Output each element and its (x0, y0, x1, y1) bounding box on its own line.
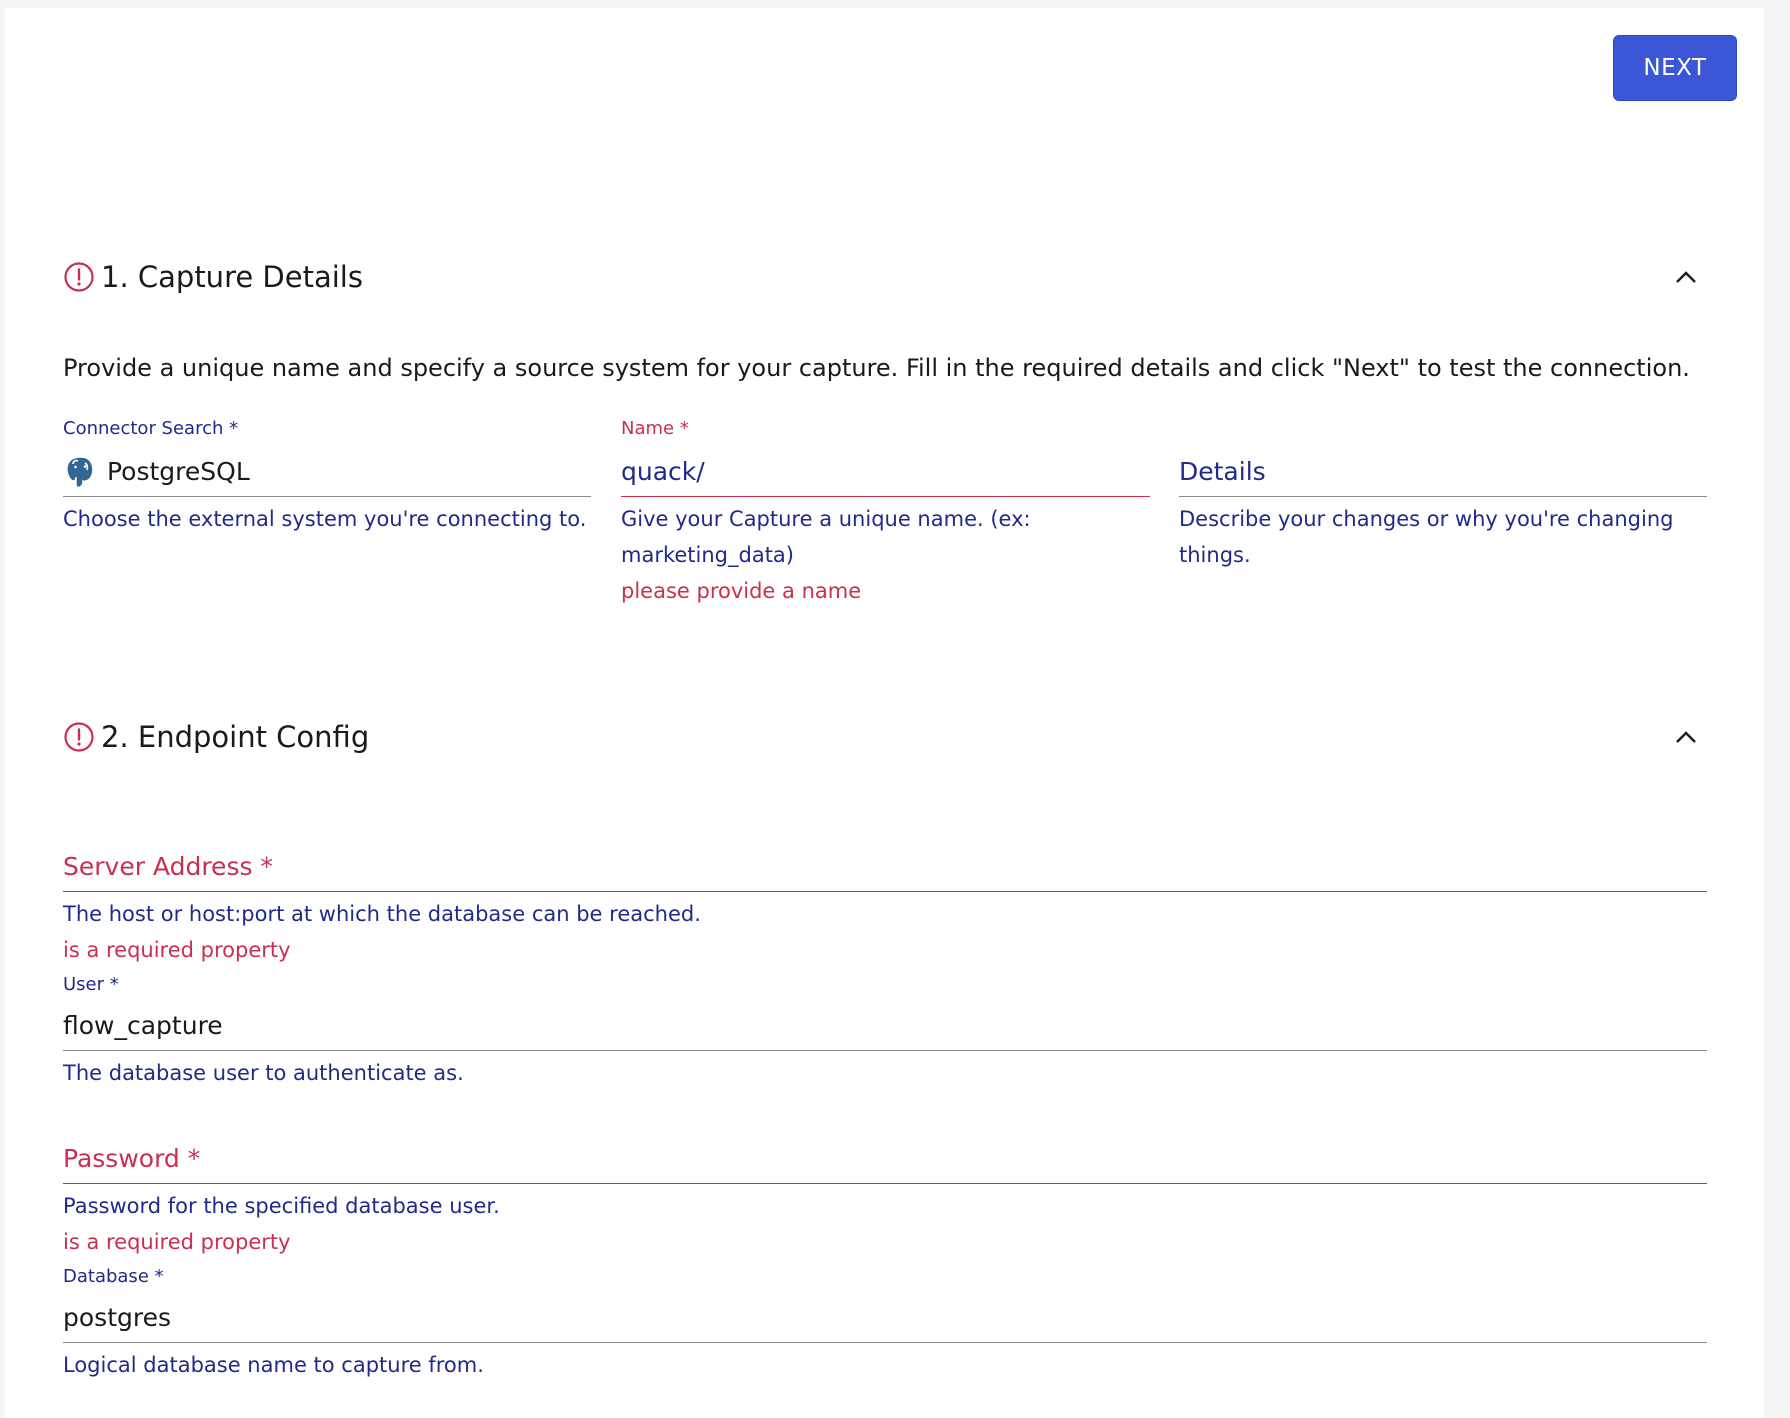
password-input[interactable] (63, 1134, 1707, 1184)
capture-details-header[interactable] (63, 252, 1707, 302)
chevron-up-icon[interactable] (1673, 724, 1699, 750)
alert-circle-icon (63, 721, 95, 753)
server-address-input[interactable] (63, 842, 1707, 892)
database-field[interactable] (63, 1266, 1707, 1383)
user-input[interactable] (63, 1001, 1707, 1051)
details-field[interactable] (1179, 418, 1707, 573)
section-title: 2. Endpoint Config (101, 720, 370, 754)
user-helper: The database user to authenticate as. (63, 1061, 464, 1085)
user-value: flow_capture (63, 1011, 223, 1040)
capture-description: Provide a unique name and specify a source system for your capture. Fill in the required details and click "Next" to test the connection. (63, 354, 1690, 382)
details-helper-line2: things. (1179, 543, 1251, 567)
endpoint-config-header[interactable] (63, 712, 1707, 762)
database-label: Database * (63, 1266, 164, 1287)
scrollbar-track[interactable] (1764, 0, 1790, 1418)
name-value: quack/ (621, 457, 705, 486)
connector-search-input[interactable] (63, 447, 591, 497)
database-input[interactable] (63, 1293, 1707, 1343)
user-field[interactable] (63, 974, 1707, 1091)
server-address-label: Server Address * (63, 852, 273, 881)
password-error: is a required property (63, 1230, 291, 1254)
server-address-error: is a required property (63, 938, 291, 962)
details-placeholder: Details (1179, 457, 1266, 486)
database-value: postgres (63, 1303, 171, 1332)
server-address-field[interactable] (63, 842, 1707, 968)
name-field[interactable] (621, 418, 1150, 609)
section-title: 1. Capture Details (101, 260, 363, 294)
name-error: please provide a name (621, 579, 862, 603)
database-helper: Logical database name to capture from. (63, 1353, 484, 1377)
chevron-up-icon[interactable] (1673, 264, 1699, 290)
alert-circle-icon (63, 261, 95, 293)
server-address-helper: The host or host:port at which the database can be reached. (63, 902, 701, 926)
connector-search-field[interactable] (63, 418, 591, 537)
details-helper-line1: Describe your changes or why you're changing (1179, 507, 1674, 531)
password-label: Password * (63, 1144, 201, 1173)
connector-search-label: Connector Search * (63, 418, 239, 439)
user-label: User * (63, 974, 119, 995)
connector-search-value: PostgreSQL (107, 457, 250, 486)
password-field[interactable] (63, 1134, 1707, 1260)
name-helper-line1: Give your Capture a unique name. (ex: (621, 507, 1031, 531)
name-label: Name * (621, 418, 689, 439)
name-input[interactable] (621, 447, 1150, 497)
next-button[interactable]: NEXT (1613, 35, 1737, 101)
connector-search-helper: Choose the external system you're connecting to. (63, 507, 587, 531)
name-helper-line2: marketing_data) (621, 543, 794, 567)
postgresql-icon (63, 454, 97, 490)
details-input[interactable] (1179, 447, 1707, 497)
password-helper: Password for the specified database user. (63, 1194, 500, 1218)
